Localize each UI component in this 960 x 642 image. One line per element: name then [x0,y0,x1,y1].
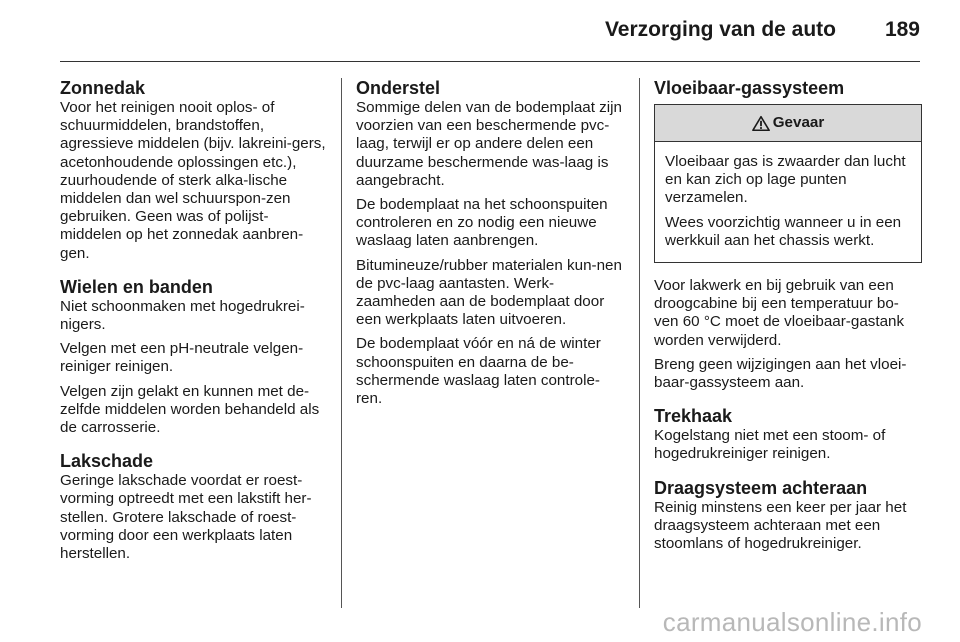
column-divider-1 [341,78,342,608]
paragraph: Breng geen wijzigingen aan het vloei-baar-gassysteem aan. [654,355,907,392]
section-heading: Zonnedak [60,78,146,98]
section-heading: Vloeibaar-gassysteem [654,78,845,98]
paragraph: Reinig minstens een keer per jaar het draagsysteem achteraan met een stoomlans of hogedrukreiniger. [654,498,907,553]
warning-body [655,142,921,262]
paragraph: De bodemplaat na het schoonspuiten controleren en zo nodig een nieuwe waslaag laten aanbrengen. [356,196,608,250]
paragraph: Voor lakwerk en bij gebruik van een droogcabine bij een temperatuur bo-ven 60 °C moet de vloeibaar-gastank worden verwijderd. [654,277,905,349]
paragraph: Velgen zijn gelakt en kunnen met de-zelfde middelen worden behandeld als de carrosserie. [60,382,320,437]
section-heading: Trekhaak [654,406,733,427]
page-number: 189 [884,18,920,41]
paragraph: Niet schoonmaken met hogedrukrei-nigers. [60,297,305,334]
warning-label: Gevaar [772,113,825,131]
watermark: carmanualsonline.info [662,607,922,637]
page-title: Verzorging van de auto [604,18,836,41]
paragraph: Wees voorzichtig wanneer u in een werkkuil aan het chassis werkt. [665,213,902,249]
warning-header [655,105,921,142]
paragraph: Velgen met een pH-neutrale velgen-reiniger reinigen. [60,340,304,376]
column-3 [654,78,922,567]
column-divider-2 [639,78,640,608]
section-heading: Lakschade [60,451,154,472]
section-zonnedak [60,78,328,263]
section-heading: Wielen en banden [60,276,213,297]
section-heading: Onderstel [356,78,441,98]
header-divider [60,61,920,62]
paragraph: Voor het reinigen nooit oplos- of schuurmiddelen, brandstoffen, agressieve middelen (bijv. lakreini-gers, acetonhoudende oplossingen etc.), zuurhoudende of sterk alka-lische middelen dan wel schuurspon-zen gebruiken. Geen was of polijst-middelen op het zonnedak aanbren-gen. [60,99,326,262]
paragraph: De bodemplaat vóór en ná de winter schoonspuiten en daarna de be-schermende waslaag laten controle-ren. [356,335,601,408]
section-lakschade [60,451,328,563]
section-vloeibaar-gassysteem [654,78,922,392]
column-2 [356,78,626,422]
section-heading: Draagsysteem achteraan [654,477,868,498]
paragraph: Geringe lakschade voordat er roest-vorming optreedt met een lakstift her-stellen. Grotere lakschade of roest-vorming door een werkplaats laten herstellen. [60,472,312,563]
section-draagsysteem-achteraan [654,478,922,554]
paragraph: Bitumineuze/rubber materialen kun-nen de pvc-laag aantasten. Werk-zaamheden aan de bodemplaat door een werkplaats laten uitvoeren. [356,256,622,329]
paragraph: Kogelstang niet met een stoom- of hogedrukreiniger reinigen. [654,427,886,463]
paragraph: Vloeibaar gas is zwaarder dan lucht en kan zich op lage punten verzamelen. [665,153,906,207]
section-onderstel [356,78,626,408]
section-wielen-en-banden [60,277,328,437]
column-1 [60,78,328,577]
paragraph: Sommige delen van de bodemplaat zijn voorzien van een beschermende pvc-laag, terwijl er op andere delen een duurzame beschermende was-laag is aangebracht. [356,99,622,189]
warning-triangle-icon [752,115,770,132]
page-header [60,14,920,58]
warning-box [654,104,922,263]
section-trekhaak [654,406,922,463]
